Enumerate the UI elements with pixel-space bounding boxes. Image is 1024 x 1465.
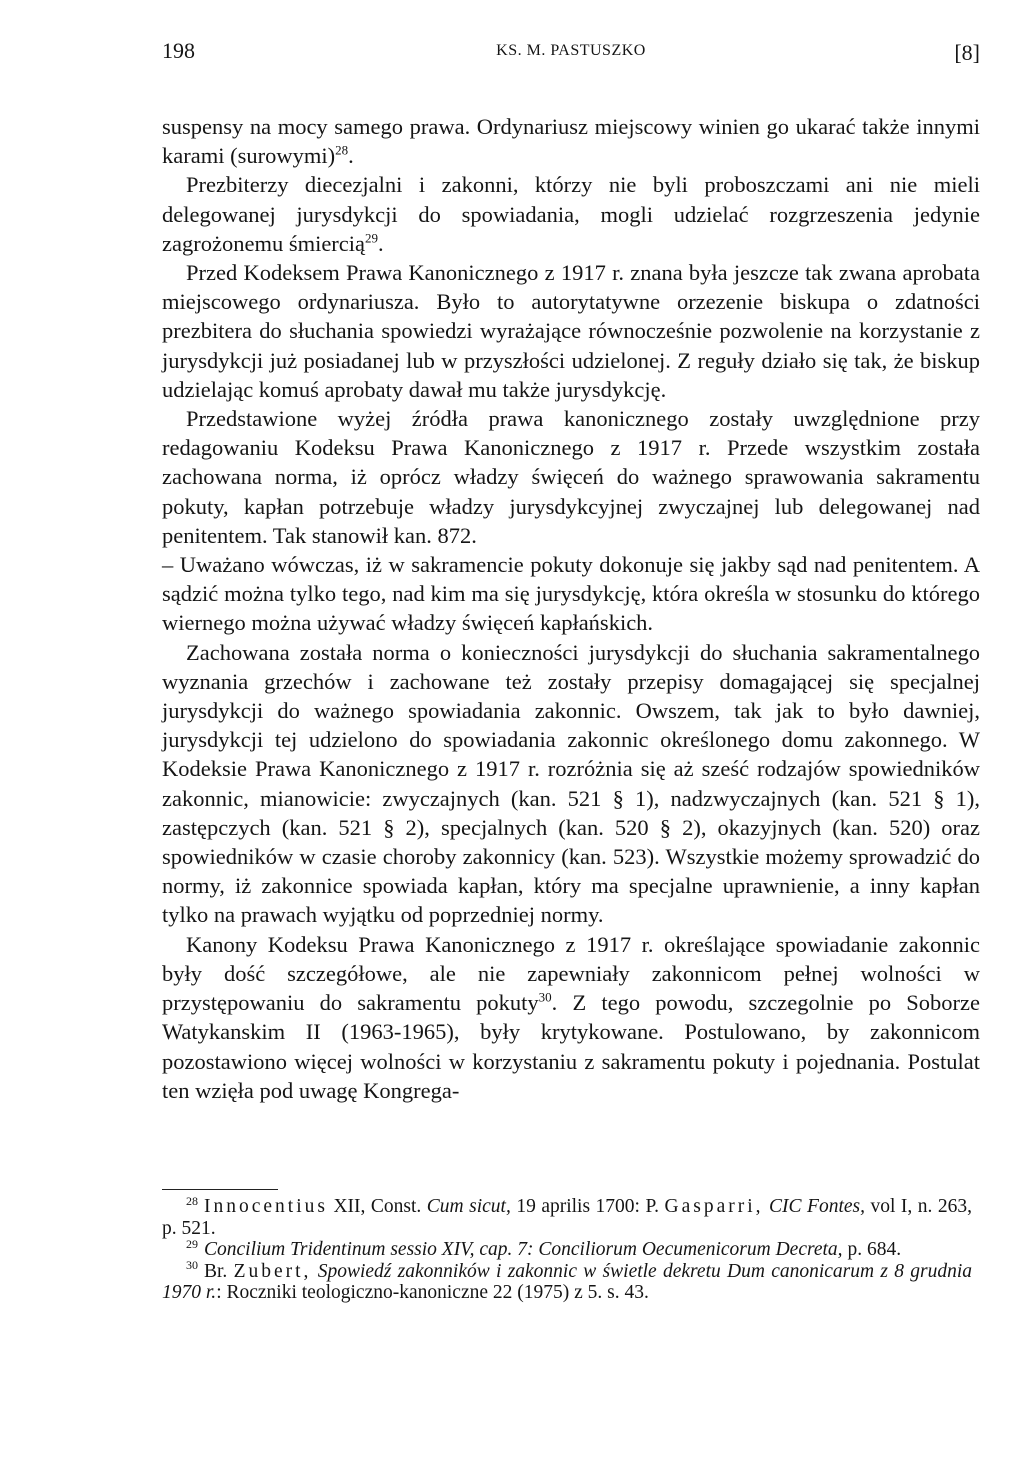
- footnote-28: [162, 1193, 973, 1239]
- paragraph-text: Kanony Kodeksu Prawa Kanonicznego z 1917 r. określające spowiadanie zakonnic były dość szczegółowe, ale nie zapewniały zakonnicom pełnej wolności w przystępowaniu do sakramentu pokuty: [162, 931, 980, 1016]
- footnote-ref-28[interactable]: 28: [335, 142, 349, 158]
- work-title: Cum sicut,: [426, 1196, 511, 1217]
- page-header: [162, 38, 980, 68]
- paragraph-text: .: [378, 230, 384, 256]
- footnote-separator: [162, 1189, 278, 1190]
- footnote-30: [162, 1258, 973, 1304]
- footnote-text: : Roczniki teologiczno-kanoniczne 22 (1975) z 5. s. 43.: [216, 1282, 649, 1304]
- author-name: Innocentius: [204, 1196, 328, 1217]
- paragraph-6: Zachowana została norma o konieczności jurysdykcji do słuchania sakramentalnego wyznania grzechów i zachowane też zostały przepisy domagającej się specjalnej jurysdykcji do ważnego spowiadania zakonnic. Owszem, tak jak to było dawniej, jurysdykcji tej udzielono do spowiadania zakonnic określonego domu zakonnego. W Kodeksie Prawa Kanonicznego z 1917 r. rozróżnia się aż sześć rodzajów spowiedników zakonnic, mianowicie: zwyczajnych (kan. 521 § 1), nadzwyczajnych (kan. 521 § 1), zastępczych (kan. 521 § 2), specjalnych (kan. 520 § 2), okazyjnych (kan. 520) oraz spowiedników w czasie choroby zakonnicy (kan. 523). Wszystkie możemy sprowadzić do normy, iż zakonnice spowiada kapłan, który ma specjalne uprawnienie, a inny kapłan tylko na prawach wyjątku od poprzedniej normy.: [162, 639, 980, 928]
- author-name: Zubert,: [233, 1260, 312, 1282]
- paragraph-text: Prezbiterzy diecezjalni i zakonni, którzy nie byli proboszczami ani nie mieli delegowanej jurysdykcji do spowiadania, mogli udzielać rozgrzeszenia jedynie zagrożonemu śmiercią: [162, 172, 980, 256]
- paragraph-4: Przedstawione wyżej źródła prawa kanonicznego zostały uwzględnione przy redagowaniu Kodeksu Prawa Kanonicznego z 1917 r. Przede wszystkim została zachowana norma, iż oprócz władzy święceń do ważnego sprawowania sakramentu pokuty, kapłan potrzebuje władzy jurysdykcyjnej zwyczajnej lub delegowanej nad penitentem. Tak stanowił kan. 872.: [162, 406, 980, 548]
- footnote-text: Br.: [204, 1260, 234, 1282]
- paragraph-5: – Uważano wówczas, iż w sakramencie pokuty dokonuje się jakby sąd nad penitentem. A sądzić można tylko tego, nad kim ma się jurysdykcję, która określa w stosunku do którego wiernego można używać władzy święceń kapłańskich.: [162, 552, 980, 636]
- footnote-text: p. 684.: [842, 1239, 902, 1261]
- paragraph-text: suspensy na mocy samego prawa. Ordynariusz miejscowy winien go ukarać także innymi karami (surowymi): [162, 114, 980, 169]
- main-text: [162, 112, 980, 1105]
- footnote-text: 19 aprilis 1700: P.: [510, 1196, 665, 1217]
- author-name: Gasparri,: [664, 1196, 764, 1217]
- footnote-number: 30: [186, 1258, 198, 1273]
- paragraph-1: [162, 112, 980, 170]
- running-title: KS. M. PASTUSZKO: [496, 42, 646, 59]
- paragraph-3: Przed Kodeksem Prawa Kanonicznego z 1917 r. znana była jeszcze tak zwana aprobata miejscowego ordynariusza. Było to autorytatywne orzezenie biskupa o zdatności prezbitera do słuchania spowiedzi wyrażające równocześnie pozwolenie na korzystanie z jurysdykcji już posiadanej lub w przyszłości udzielonej. Z reguły działo się tak, że biskup udzielając komuś aprobaty dawał mu także jurysdykcję.: [162, 260, 980, 402]
- footnote-ref-30[interactable]: 30: [538, 989, 552, 1005]
- paragraph-text: . Z tego powodu, szczegolnie po Soborze Watykanskim II (1963-1965), były krytykowane. Postulowano, by zakonnicom pozostawiono więcej wolności w korzystaniu z sakramentu pokuty i pojednania. Postulat ten wzięła pod uwagę Kongrega-: [162, 990, 981, 1103]
- work-title: Concilium Tridentinum sessio XIV, cap. 7: Conciliorum Oecumenicorum Decreta,: [204, 1239, 843, 1261]
- footnote-ref-29[interactable]: 29: [365, 230, 379, 246]
- footnote-number: 29: [186, 1236, 198, 1251]
- section-number: [8]: [954, 40, 980, 65]
- paragraph-2: [162, 170, 980, 258]
- work-title: CIC Fontes,: [769, 1196, 865, 1217]
- paragraph-text: .: [348, 143, 354, 169]
- footnote-number: 28: [186, 1193, 198, 1208]
- footnote-text: vol I, n. 263, p. 521.: [162, 1196, 973, 1239]
- footnote-29: [162, 1236, 972, 1261]
- footnote-text: XII, Const.: [327, 1196, 427, 1217]
- page-number: 198: [162, 38, 195, 63]
- paragraph-7: [162, 930, 980, 1105]
- footnotes: [162, 1193, 973, 1304]
- work-title: Spowiedź zakonników i zakonnic w świetle dekretu Dum canonicarum z 8 grudnia 1970 r.: [162, 1260, 973, 1304]
